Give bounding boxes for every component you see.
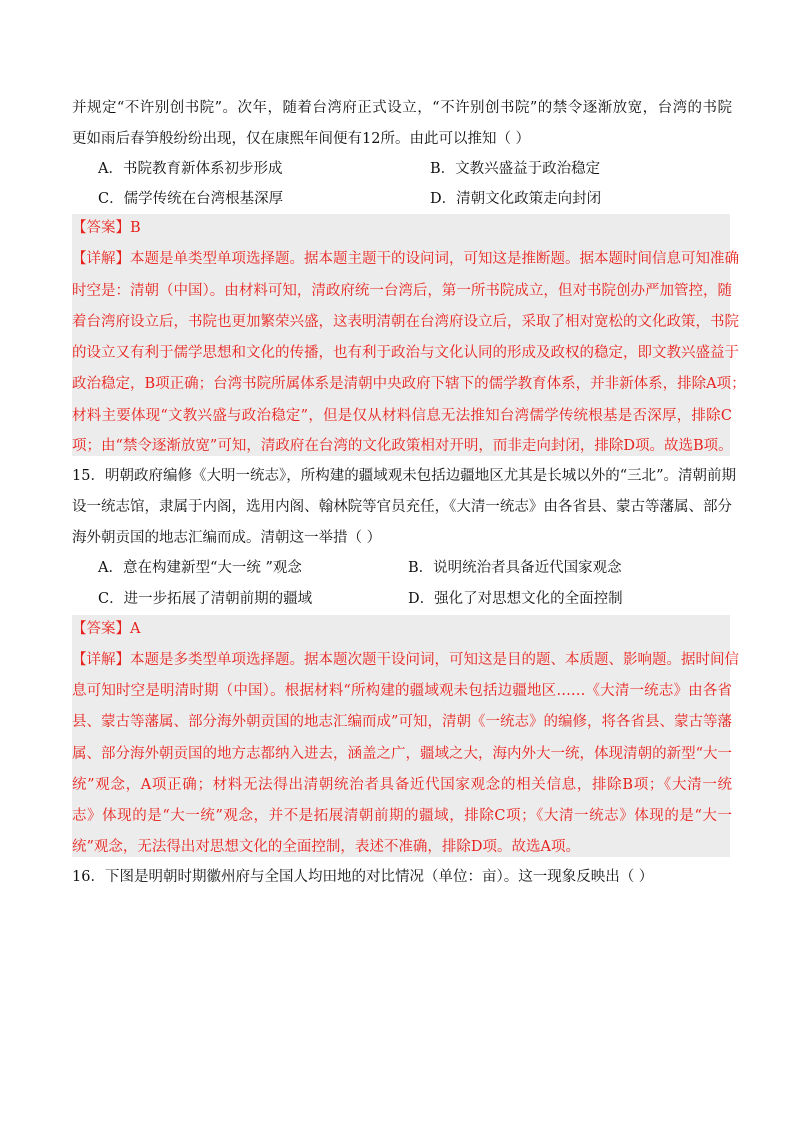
q15-detail-line: 志》体现的是“大一统”观念，并不是拓展清朝前期的疆域，排除C项；《大清一统志》体现的是“大一 [72, 808, 732, 824]
q14-option-d: D．清朝文化政策走向封闭 [430, 191, 602, 207]
q14-option-c: C．儒学传统在台湾根基深厚 [98, 191, 284, 207]
q14-detail-line: 政治稳定，B项正确；台湾书院所属体系是清朝中央政府下辖下的儒学教育体系，并非新体系，排除A项； [72, 376, 746, 392]
q14-stem-line: 并规定“不许别创书院”。次年，随着台湾府正式设立，“不许别创书院”的禁令逐渐放宽，台湾的书院 [72, 100, 732, 116]
q14-detail-line: 时空是：清朝（中国）。由材料可知，清政府统一台湾后，第一所书院成立，但对书院创办严加管控，随 [72, 283, 732, 299]
answer-value: A [130, 621, 141, 637]
q14-option-b: B．文教兴盛益于政治稳定 [430, 161, 601, 177]
q15-option-a: A．意在构建新型“大一统 ”观念 [98, 560, 302, 576]
detail-text: 本题是单类型单项选择题。据本题主题干的设问词，可知这是推断题。据本题时间信息可知准确 [130, 251, 739, 267]
q15-option-d: D．强化了对思想文化的全面控制 [408, 591, 623, 607]
q15-detail-line [72, 650, 739, 670]
answer-label: 【答案】 [72, 220, 130, 236]
q14-option-a: A．书院教育新体系初步形成 [98, 161, 283, 177]
q15-detail-line: 县、蒙古等藩属、部分海外朝贡国的地志汇编而成”可知，清朝《一统志》的编修，将各省县、蒙古等藩 [72, 714, 732, 730]
q15-option-b: B．说明统治者具备近代国家观念 [408, 560, 622, 576]
q15-detail-line: 属、部分海外朝贡国的地方志都纳入进去，涵盖之广，疆域之大，海内外大一统，体现清朝的新型“大一 [72, 746, 732, 762]
answer-label: 【答案】 [72, 621, 130, 637]
detail-text: 本题是多类型单项选择题。据本题次题干设问词，可知这是目的题、本质题、影响题。据时间信 [130, 652, 739, 668]
q15-stem-line: 海外朝贡国的地志汇编而成。清朝这一举措（ ） [72, 530, 382, 546]
q14-detail-line: 着台湾府设立后，书院也更加繁荣兴盛，这表明清朝在台湾府设立后，采取了相对宽松的文化政策，书院 [72, 314, 739, 330]
detail-label: 【详解】 [72, 251, 130, 267]
q15-stem-line: 15．明朝政府编修《大明一统志》，所构建的疆域观未包括边疆地区尤其是长城以外的“三北”。清朝前期 [72, 468, 737, 484]
q14-stem-line: 更如雨后春笋般纷纷出现，仅在康熙年间便有12所。由此可以推知（ ） [72, 131, 531, 147]
q14-detail-line: 项；由“禁令逐渐放宽”可知，清政府在台湾的文化政策相对开明，而非走向封闭，排除D项。故选B项。 [72, 438, 733, 454]
q14-answer [72, 218, 732, 238]
q15-stem-line: 设一统志馆，隶属于内阁，选用内阁、翰林院等官员充任，《大清一统志》由各省县、蒙古等藩属、部分 [72, 499, 732, 515]
q16-stem: 16．下图是明朝时期徽州府与全国人均田地的对比情况（单位：亩）。这一现象反映出（ ） [72, 869, 654, 885]
q14-detail-line: 材料主要体现“文教兴盛与政治稳定”，但是仅从材料信息无法推知台湾儒学传统根基是否深厚，排除C [72, 408, 732, 424]
detail-label: 【详解】 [72, 652, 130, 668]
q14-detail-line: 的设立又有利于儒学思想和文化的传播，也有利于政治与文化认同的形成及政权的稳定，即文教兴盛益于 [72, 345, 739, 361]
q15-detail-line: 统”观念，无法得出对思想文化的全面控制，表述不准确，排除D项。故选A项。 [72, 839, 581, 855]
q15-answer [72, 619, 732, 639]
q15-detail-line: 息可知时空是明清时期（中国）。根据材料“所构建的疆域观未包括边疆地区……《大清一统志》由各省 [72, 683, 732, 699]
answer-value: B [130, 220, 141, 236]
q15-option-c: C．进一步拓展了清朝前期的疆域 [98, 591, 313, 607]
q14-detail-line [72, 249, 739, 269]
q15-detail-line: 统”观念，A项正确；材料无法得出清朝统治者具备近代国家观念的相关信息，排除B项；《大清一统 [72, 777, 732, 793]
